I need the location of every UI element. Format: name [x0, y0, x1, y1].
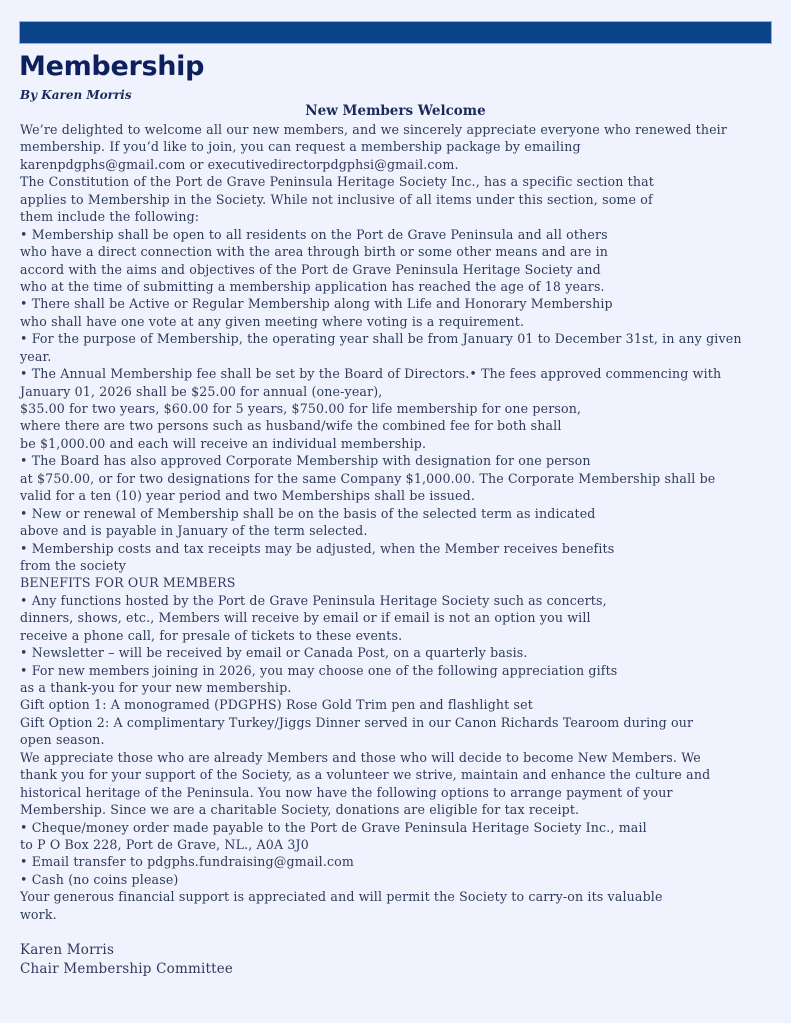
body-line: open season. — [20, 732, 105, 748]
payment-option-cash: • Cash (no coins please) — [20, 871, 179, 887]
benefits-heading: BENEFITS FOR OUR MEMBERS — [20, 575, 236, 591]
body-line: receive a phone call, for presale of tickets to these events. — [20, 627, 403, 643]
body-line: historical heritage of the Peninsula. You now have the following options to arrange payment of your — [20, 784, 673, 800]
body-line: as a thank-you for your new membership. — [20, 680, 292, 695]
bullet-line: • Membership costs and tax receipts may be adjusted, when the Member receives benefits — [20, 540, 615, 556]
body-line: from the society — [20, 557, 126, 573]
bullet-line: • Newsletter – will be received by email or Canada Post, on a quarterly basis. — [20, 645, 528, 661]
signature-name: Karen Morris — [20, 942, 115, 958]
bullet-line: • New or renewal of Membership shall be on the basis of the selected term as indicated — [20, 505, 596, 521]
body-line: accord with the aims and objectives of the Port de Grave Peninsula Heritage Society and — [20, 261, 601, 277]
article-body — [20, 121, 785, 923]
body-line: Your generous financial support is appreciated and will permit the Society to carry-on its valuable — [20, 889, 663, 905]
body-line: who shall have one vote at any given meeting where voting is a requirement. — [20, 313, 525, 329]
signature-title: Chair Membership Committee — [20, 961, 234, 977]
body-line: be $1,000.00 and each will receive an individual membership. — [20, 435, 427, 451]
bullet-line: • Membership shall be open to all residents on the Port de Grave Peninsula and all others — [20, 226, 608, 242]
bullet-line: • There shall be Active or Regular Membership along with Life and Honorary Membership — [20, 296, 613, 312]
section-heading: New Members Welcome — [305, 103, 486, 119]
gift-option-1: Gift option 1: A monogramed (PDGPHS) Rose Gold Trim pen and flashlight set — [20, 697, 533, 713]
body-line: January 01, 2026 shall be $25.00 for annual (one-year), — [20, 383, 383, 399]
page-title: Membership — [19, 51, 205, 82]
body-line-emails: karenpdgphs@gmail.com or executivedirectorpdgphsi@gmail.com. — [20, 156, 459, 172]
body-line: at $750.00, or for two designations for the same Company $1,000.00. The Corporate Membership shall be — [20, 470, 716, 486]
bullet-line: • For new members joining in 2026, you may choose one of the following appreciation gifts — [20, 662, 618, 678]
byline: By Karen Morris — [20, 88, 132, 102]
mailing-address: to P O Box 228, Port de Grave, NL., A0A 3J0 — [20, 836, 309, 852]
header-bar — [20, 22, 771, 43]
bullet-line: • Any functions hosted by the Port de Grave Peninsula Heritage Society such as concerts, — [20, 592, 607, 608]
body-line: where there are two persons such as husband/wife the combined fee for both shall — [20, 418, 562, 434]
body-line: membership. If you’d like to join, you can request a membership package by emailing — [20, 139, 581, 155]
body-line: who have a direct connection with the area through birth or some other means and are in — [20, 244, 609, 260]
bullet-line: • The Board has also approved Corporate Membership with designation for one person — [20, 453, 591, 469]
signature-block — [20, 941, 233, 979]
body-line: year. — [20, 348, 52, 364]
body-line: dinners, shows, etc., Members will receive by email or if email is not an option you will — [20, 610, 591, 626]
body-line: We appreciate those who are already Members and those who will decide to become New Members. We — [20, 749, 701, 765]
gift-option-2: Gift Option 2: A complimentary Turkey/Jiggs Dinner served in our Canon Richards Tearoom during our — [20, 714, 694, 730]
body-line: above and is payable in January of the term selected. — [20, 523, 368, 539]
body-line: We’re delighted to welcome all our new members, and we sincerely appreciate everyone who renewed their — [20, 122, 728, 137]
body-line: $35.00 for two years, $60.00 for 5 years, $750.00 for life membership for one person, — [20, 401, 582, 416]
payment-option-email-transfer: • Email transfer to pdgphs.fundraising@gmail.com — [20, 854, 355, 870]
body-line: work. — [20, 906, 57, 922]
body-line: who at the time of submitting a membership application has reached the age of 18 years. — [20, 278, 605, 294]
payment-option-cheque: • Cheque/money order made payable to the Port de Grave Peninsula Heritage Society Inc., mail — [20, 819, 647, 835]
body-line: thank you for your support of the Society, as a volunteer we strive, maintain and enhance the culture and — [20, 767, 711, 783]
bullet-line: • For the purpose of Membership, the operating year shall be from January 01 to December 31st, in any given — [20, 331, 742, 347]
body-line: them include the following: — [20, 209, 200, 225]
body-line: Membership. Since we are a charitable Society, donations are eligible for tax receipt. — [20, 802, 580, 818]
body-line: valid for a ten (10) year period and two Memberships shall be issued. — [20, 488, 475, 504]
bullet-line: • The Annual Membership fee shall be set by the Board of Directors.• The fees approved commencing with — [20, 366, 722, 382]
body-line: The Constitution of the Port de Grave Peninsula Heritage Society Inc., has a specific section that — [20, 174, 654, 190]
body-line: applies to Membership in the Society. While not inclusive of all items under this section, some of — [20, 191, 653, 207]
